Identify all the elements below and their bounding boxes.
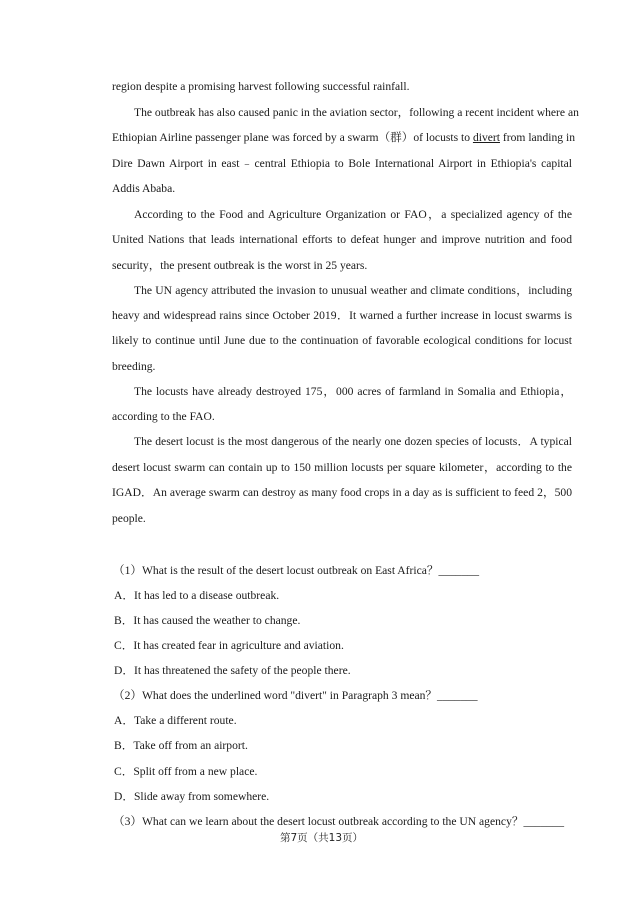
option-2b: B．Take off from an airport. [114, 739, 248, 752]
option-1d: D．It has threatened the safety of the people there. [114, 664, 351, 677]
passage-line: likely to continue until June due to the continuation of favorable ecological conditions for locust [112, 334, 572, 347]
passage-line: heavy and widespread rains since October 2019．It warned a further increase in locust swarms is [112, 309, 572, 322]
passage-line: Dire Dawn Airport in east﹣central Ethiopia to Bole International Airport in Ethiopia's capital [112, 157, 572, 170]
passage-line: IGAD．An average swarm can destroy as many food crops in a day as is sufficient to feed 2，500 [112, 486, 572, 499]
question-1: （1）What is the result of the desert locust outbreak on East Africa？_______ [113, 564, 480, 577]
passage-line [112, 131, 576, 145]
passage-line: The outbreak has also caused panic in the aviation sector，following a recent incident where an [134, 106, 579, 119]
page-number-footer: 第7页（共13页） [279, 832, 364, 844]
question-2: （2）What does the underlined word "divert" in Paragraph 3 mean？_______ [113, 689, 478, 702]
passage-text: Ethiopian Airline passenger plane was forced by a swarm（群）of locusts to [112, 131, 473, 144]
passage-line: people. [112, 512, 146, 525]
underlined-word-divert: divert [472, 131, 500, 144]
passage-line: breeding. [112, 360, 156, 373]
passage-text: from landing in [499, 131, 576, 144]
option-1c: C．It has created fear in agriculture and aviation. [114, 639, 344, 652]
passage-line: The UN agency attributed the invasion to unusual weather and climate conditions，including [134, 284, 572, 297]
passage-line: The locusts have already destroyed 175，000 acres of farmland in Somalia and Ethiopia， [134, 385, 572, 398]
option-2c: C．Split off from a new place. [114, 765, 258, 778]
option-1b: B．It has caused the weather to change. [114, 614, 301, 627]
passage-line: Addis Ababa. [112, 182, 176, 195]
option-2a: A．Take a different route. [114, 714, 237, 727]
passage-line: region despite a promising harvest following successful rainfall. [112, 80, 410, 93]
question-3: （3）What can we learn about the desert locust outbreak according to the UN agency？_______ [113, 815, 565, 828]
passage-line: According to the Food and Agriculture Organization or FAO，a specialized agency of the [134, 208, 572, 221]
passage-line: according to the FAO. [112, 410, 215, 423]
passage-line: United Nations that leads international efforts to defeat hunger and improve nutrition and food [112, 233, 572, 246]
passage-line: desert locust swarm can contain up to 150 million locusts per square kilometer，according to the [112, 461, 572, 474]
option-1a: A．It has led to a disease outbreak. [114, 589, 280, 602]
option-2d: D．Slide away from somewhere. [114, 790, 270, 803]
passage-line: security，the present outbreak is the worst in 25 years. [112, 259, 368, 272]
passage-line: The desert locust is the most dangerous of the nearly one dozen species of locusts．A typical [134, 435, 572, 448]
